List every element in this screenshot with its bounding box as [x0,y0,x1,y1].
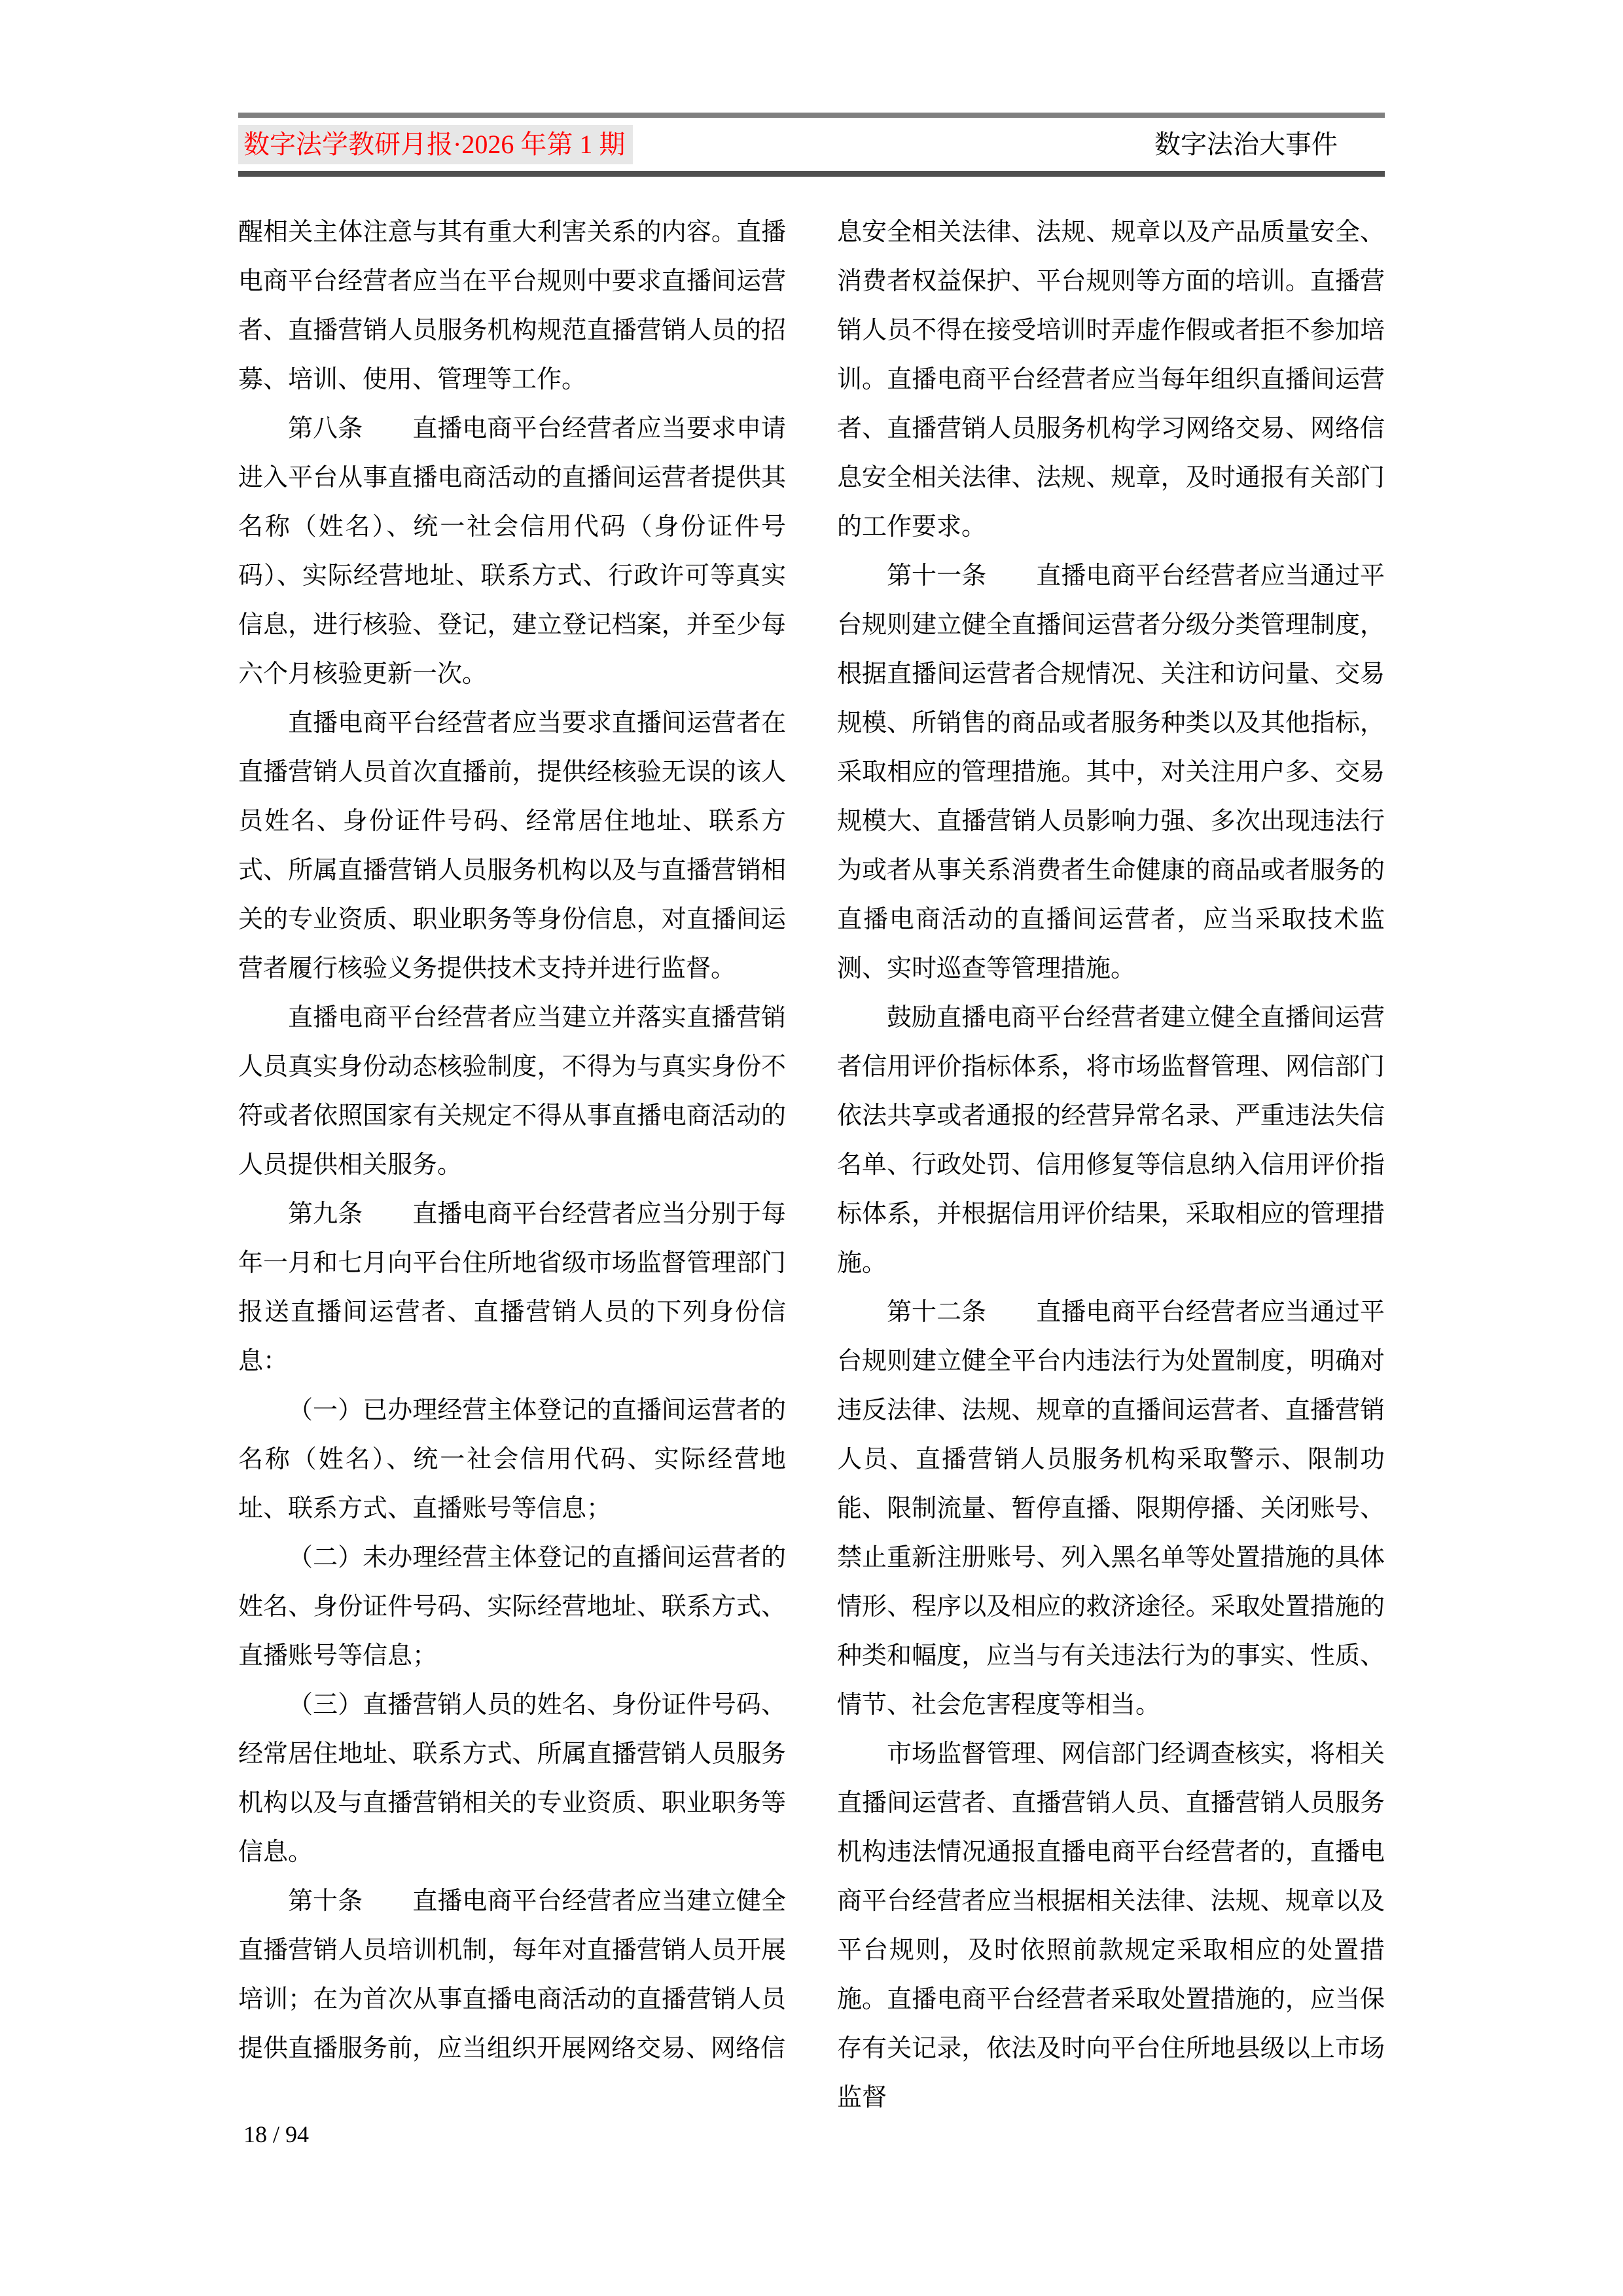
paragraph: （二）未办理经营主体登记的直播间运营者的姓名、身份证件号码、实际经营地址、联系方式、直播账号等信息； [238,1544,786,1670]
paragraph: 鼓励直播电商平台经营者建立健全直播间运营者信用评价指标体系，将市场监督管理、网信部门依法共享或者通报的经营异常名录、严重违法失信名单、行政处罚、信用修复等信息纳入信用评价指标体系，并根据信用评价结果，采取相应的管理措施。 [837,1004,1385,1277]
page-number: 18 / 94 [243,2121,310,2147]
page-header [238,113,1385,177]
paragraph: 市场监督管理、网信部门经调查核实，将相关直播间运营者、直播营销人员、直播营销人员服务机构违法情况通报直播电商平台经营者的，直播电商平台经营者应当根据相关法律、法规、规章以及平台规则，及时依照前款规定采取相应的处置措施。直播电商平台经营者采取处置措施的，应当保存有关记录，依法及时向平台住所地县级以上市场监督 [837,1740,1385,2111]
header-rule-bottom [238,171,1385,177]
journal-title: 数字法学教研月报·2026 年第 1 期 [238,125,633,164]
header-row [238,118,1385,171]
paragraph: 第九条 直播电商平台经营者应当分别于每年一月和七月向平台住所地省级市场监督管理部门报送直播间运营者、直播营销人员的下列身份信息： [238,1200,786,1375]
paragraph: 直播电商平台经营者应当要求直播间运营者在直播营销人员首次直播前，提供经核验无误的该人员姓名、身份证件号码、经常居住地址、联系方式、所属直播营销人员服务机构以及与直播营销相关的专业资质、职业职务等身份信息，对直播间运营者履行核验义务提供技术支持并进行监督。 [238,709,786,982]
paragraph: 直播电商平台经营者应当建立并落实直播营销人员真实身份动态核验制度，不得为与真实身份不符或者依照国家有关规定不得从事直播电商活动的人员提供相关服务。 [238,1004,786,1179]
paragraph: 醒相关主体注意与其有重大利害关系的内容。直播电商平台经营者应当在平台规则中要求直播间运营者、直播营销人员服务机构规范直播营销人员的招募、培训、使用、管理等工作。 [238,219,786,393]
section-title: 数字法治大事件 [1154,130,1338,159]
body-columns [238,208,1385,2123]
paragraph: （一）已办理经营主体登记的直播间运营者的名称（姓名）、统一社会信用代码、实际经营地址、联系方式、直播账号等信息； [238,1397,786,1522]
paragraph: 第十条 直播电商平台经营者应当建立健全直播营销人员培训机制，每年对直播营销人员开展培训；在为首次从事直播电商活动的直播营销人员提供直播服务前，应当组织开展网络交易、网络信 [238,1888,786,2062]
paragraph: 第十二条 直播电商平台经营者应当通过平台规则建立健全平台内违法行为处置制度，明确对违反法律、法规、规章的直播间运营者、直播营销人员、直播营销人员服务机构采取警示、限制功能、限制流量、暂停直播、限期停播、关闭账号、禁止重新注册账号、列入黑名单等处置措施的具体情形、程序以及相应的救济途径。采取处置措施的种类和幅度，应当与有关违法行为的事实、性质、情节、社会危害程度等相当。 [837,1299,1385,1719]
left-column [238,208,786,2123]
paragraph: 第八条 直播电商平台经营者应当要求申请进入平台从事直播电商活动的直播间运营者提供其名称（姓名）、统一社会信用代码（身份证件号码）、实际经营地址、联系方式、行政许可等真实信息，进行核验、登记，建立登记档案，并至少每六个月核验更新一次。 [238,415,786,688]
paragraph: （三）直播营销人员的姓名、身份证件号码、经常居住地址、联系方式、所属直播营销人员服务机构以及与直播营销相关的专业资质、职业职务等信息。 [238,1691,786,1866]
right-column [837,208,1385,2123]
header-rule-top [238,113,1385,118]
paragraph: 息安全相关法律、法规、规章以及产品质量安全、消费者权益保护、平台规则等方面的培训。直播营销人员不得在接受培训时弄虚作假或者拒不参加培训。直播电商平台经营者应当每年组织直播间运营者、直播营销人员服务机构学习网络交易、网络信息安全相关法律、法规、规章，及时通报有关部门的工作要求。 [837,219,1385,541]
paragraph: 第十一条 直播电商平台经营者应当通过平台规则建立健全直播间运营者分级分类管理制度，根据直播间运营者合规情况、关注和访问量、交易规模、所销售的商品或者服务种类以及其他指标，采取相应的管理措施。其中，对关注用户多、交易规模大、直播营销人员影响力强、多次出现违法行为或者从事关系消费者生命健康的商品或者服务的直播电商活动的直播间运营者，应当采取技术监测、实时巡查等管理措施。 [837,562,1385,982]
